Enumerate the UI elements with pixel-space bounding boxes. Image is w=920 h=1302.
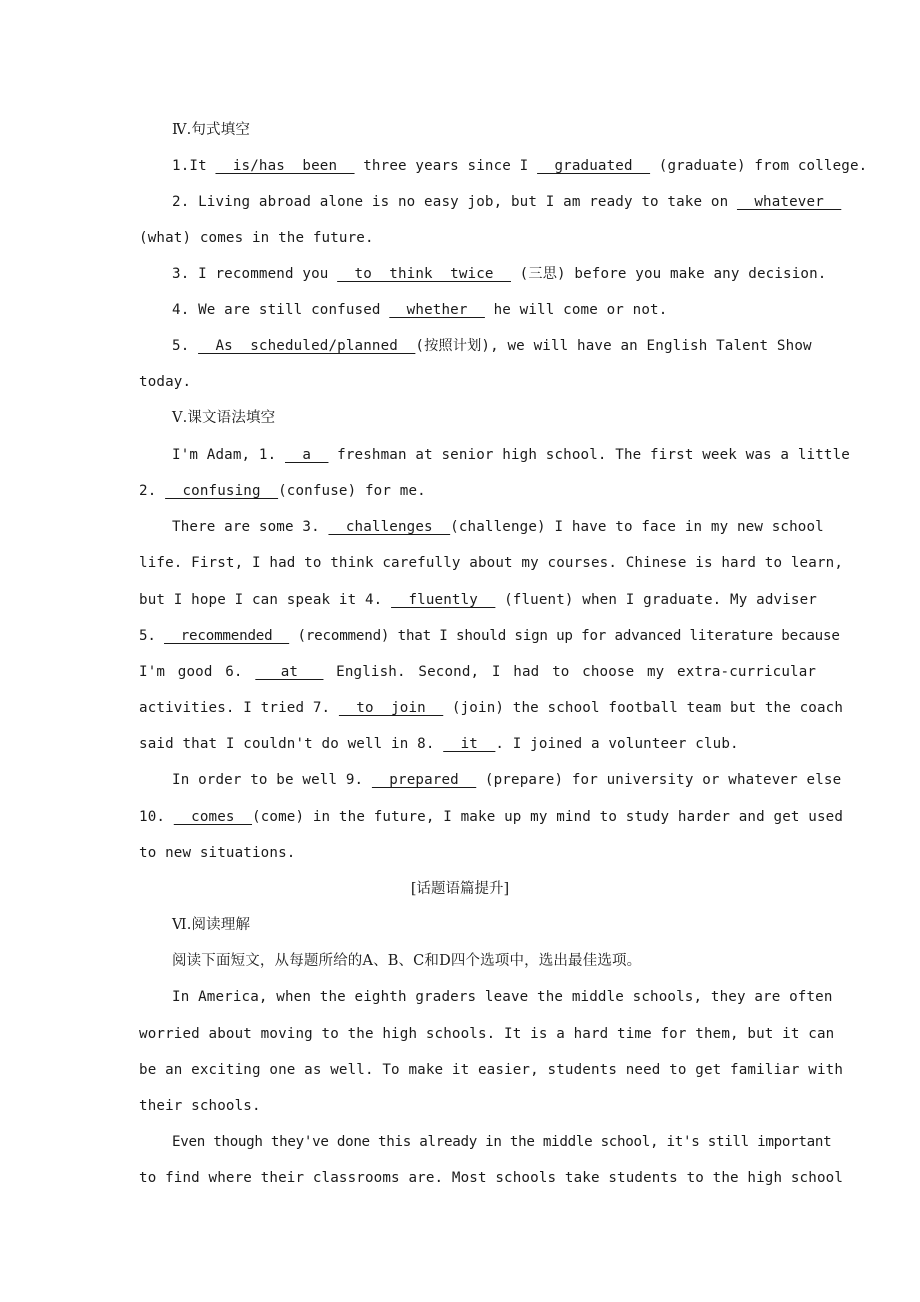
- question-1: 1.It is/has been three years since I graduated (graduate) from college.: [172, 158, 868, 174]
- blank-10: comes: [173, 809, 253, 825]
- blank-6: at: [255, 664, 324, 680]
- reading-p1-line-1: In America, when the eighth graders leave the middle schools, they are often: [172, 989, 833, 1005]
- reading-instruction: 阅读下面短文，从每题所给的A、B、C和D四个选项中，选出最佳选项。: [172, 953, 642, 969]
- question-2: 2. Living abroad alone is no easy job, but I am ready to take on whatever: [172, 194, 842, 210]
- blank-8: it: [443, 736, 496, 752]
- blank-3: challenges: [328, 519, 451, 535]
- answer-3: to think twice: [337, 266, 511, 282]
- cloze-line-9: said that I couldn't do well in 8. it . I joined a volunteer club.: [139, 736, 739, 752]
- cloze-line-10: In order to be well 9. prepared (prepare) for university or whatever else: [172, 772, 842, 788]
- cloze-line-3: There are some 3. challenges (challenge) I have to face in my new school: [172, 519, 824, 535]
- blank-1: a: [285, 447, 329, 463]
- reading-p1-line-4: their schools.: [139, 1098, 261, 1114]
- answer-2: whatever: [736, 194, 842, 210]
- cloze-line-12: to new situations.: [139, 845, 296, 861]
- blank-5: recommended: [164, 628, 290, 644]
- cloze-line-7: I'm good 6. at English. Second, I had to choose my extra-curricular: [139, 664, 817, 680]
- blank-4: fluently: [391, 592, 496, 608]
- reading-p2-line-1: Even though they've done this already in the middle school, it's still important: [172, 1134, 832, 1150]
- cloze-line-5: but I hope I can speak it 4. fluently (fluent) when I graduate. My adviser: [139, 592, 817, 608]
- section-4-heading: Ⅳ.句式填空: [172, 122, 250, 138]
- blank-2: confusing: [165, 483, 279, 499]
- reading-p2-line-2: to find where their classrooms are. Most schools take students to the high school: [139, 1170, 844, 1186]
- question-4: 4. We are still confused whether he will come or not.: [172, 302, 668, 318]
- cloze-line-8: activities. I tried 7. to join (join) the school football team but the coach: [139, 700, 844, 716]
- section-5-heading: Ⅴ.课文语法填空: [172, 410, 276, 426]
- answer-4: whether: [389, 302, 485, 318]
- blank-7: to join: [338, 700, 444, 716]
- question-3: 3. I recommend you to think twice (三思) before you make any decision.: [172, 266, 827, 282]
- blank-9: prepared: [371, 772, 477, 788]
- question-2-cont: (what) comes in the future.: [139, 230, 374, 246]
- reading-p1-line-3: be an exciting one as well. To make it easier, students need to get familiar with: [139, 1062, 844, 1078]
- cloze-line-1: I'm Adam, 1. a freshman at senior high school. The first week was a little: [172, 447, 850, 463]
- cloze-line-11: 10. comes (come) in the future, I make up my mind to study harder and get used: [139, 809, 844, 825]
- cloze-line-2: 2. confusing (confuse) for me.: [139, 483, 426, 499]
- answer-1a: is/has been: [215, 158, 355, 174]
- section-6-heading: Ⅵ.阅读理解: [172, 917, 251, 933]
- question-5-cont: today.: [139, 374, 192, 390]
- topic-heading: [话题语篇提升]: [410, 881, 510, 897]
- cloze-line-4: life. First, I had to think carefully about my courses. Chinese is hard to learn,: [139, 555, 844, 571]
- cloze-line-6: 5. recommended (recommend) that I should sign up for advanced literature because: [139, 628, 840, 644]
- answer-1b: graduated: [537, 158, 651, 174]
- reading-p1-line-2: worried about moving to the high schools. It is a hard time for them, but it can: [139, 1026, 835, 1042]
- answer-5: As scheduled/planned: [198, 338, 416, 354]
- question-5: 5. As scheduled/planned (按照计划), we will have an English Talent Show: [172, 338, 812, 354]
